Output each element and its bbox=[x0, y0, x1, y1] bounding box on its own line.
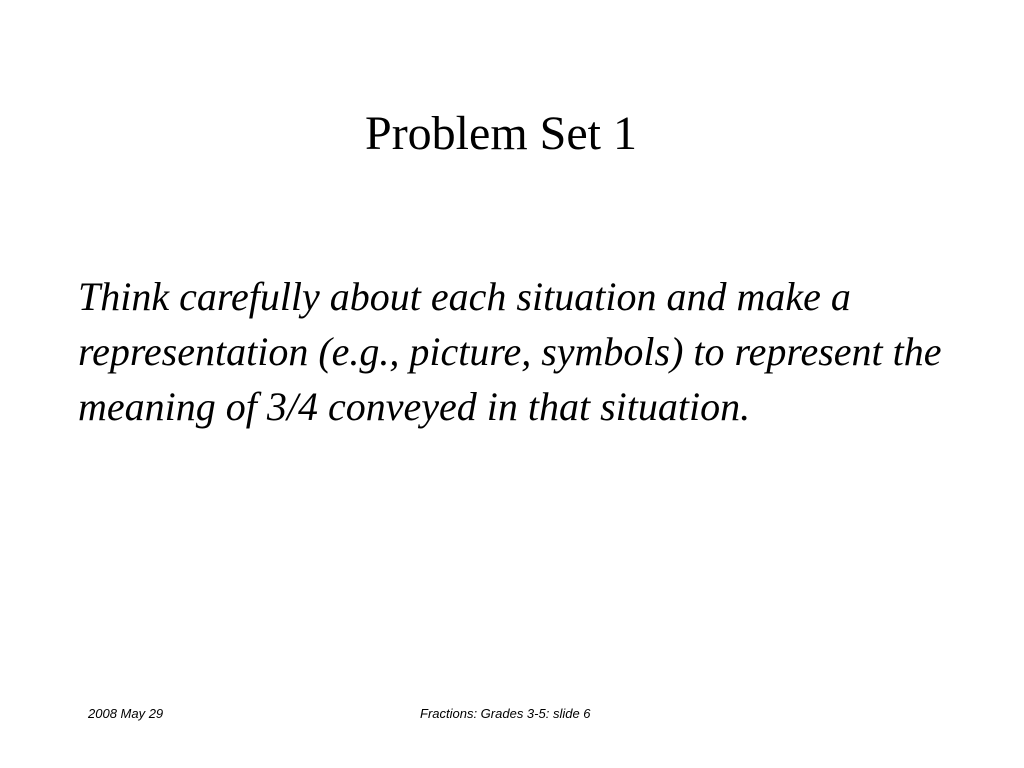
footer-caption: Fractions: Grades 3-5: slide 6 bbox=[420, 706, 591, 721]
footer-date: 2008 May 29 bbox=[88, 706, 164, 721]
slide-body-text: Think carefully about each situation and make a representation (e.g., picture, symbols) to represent the meaning of 3/4 conveyed in that situation. bbox=[78, 274, 942, 429]
slide-title: Problem Set 1 bbox=[365, 107, 637, 160]
